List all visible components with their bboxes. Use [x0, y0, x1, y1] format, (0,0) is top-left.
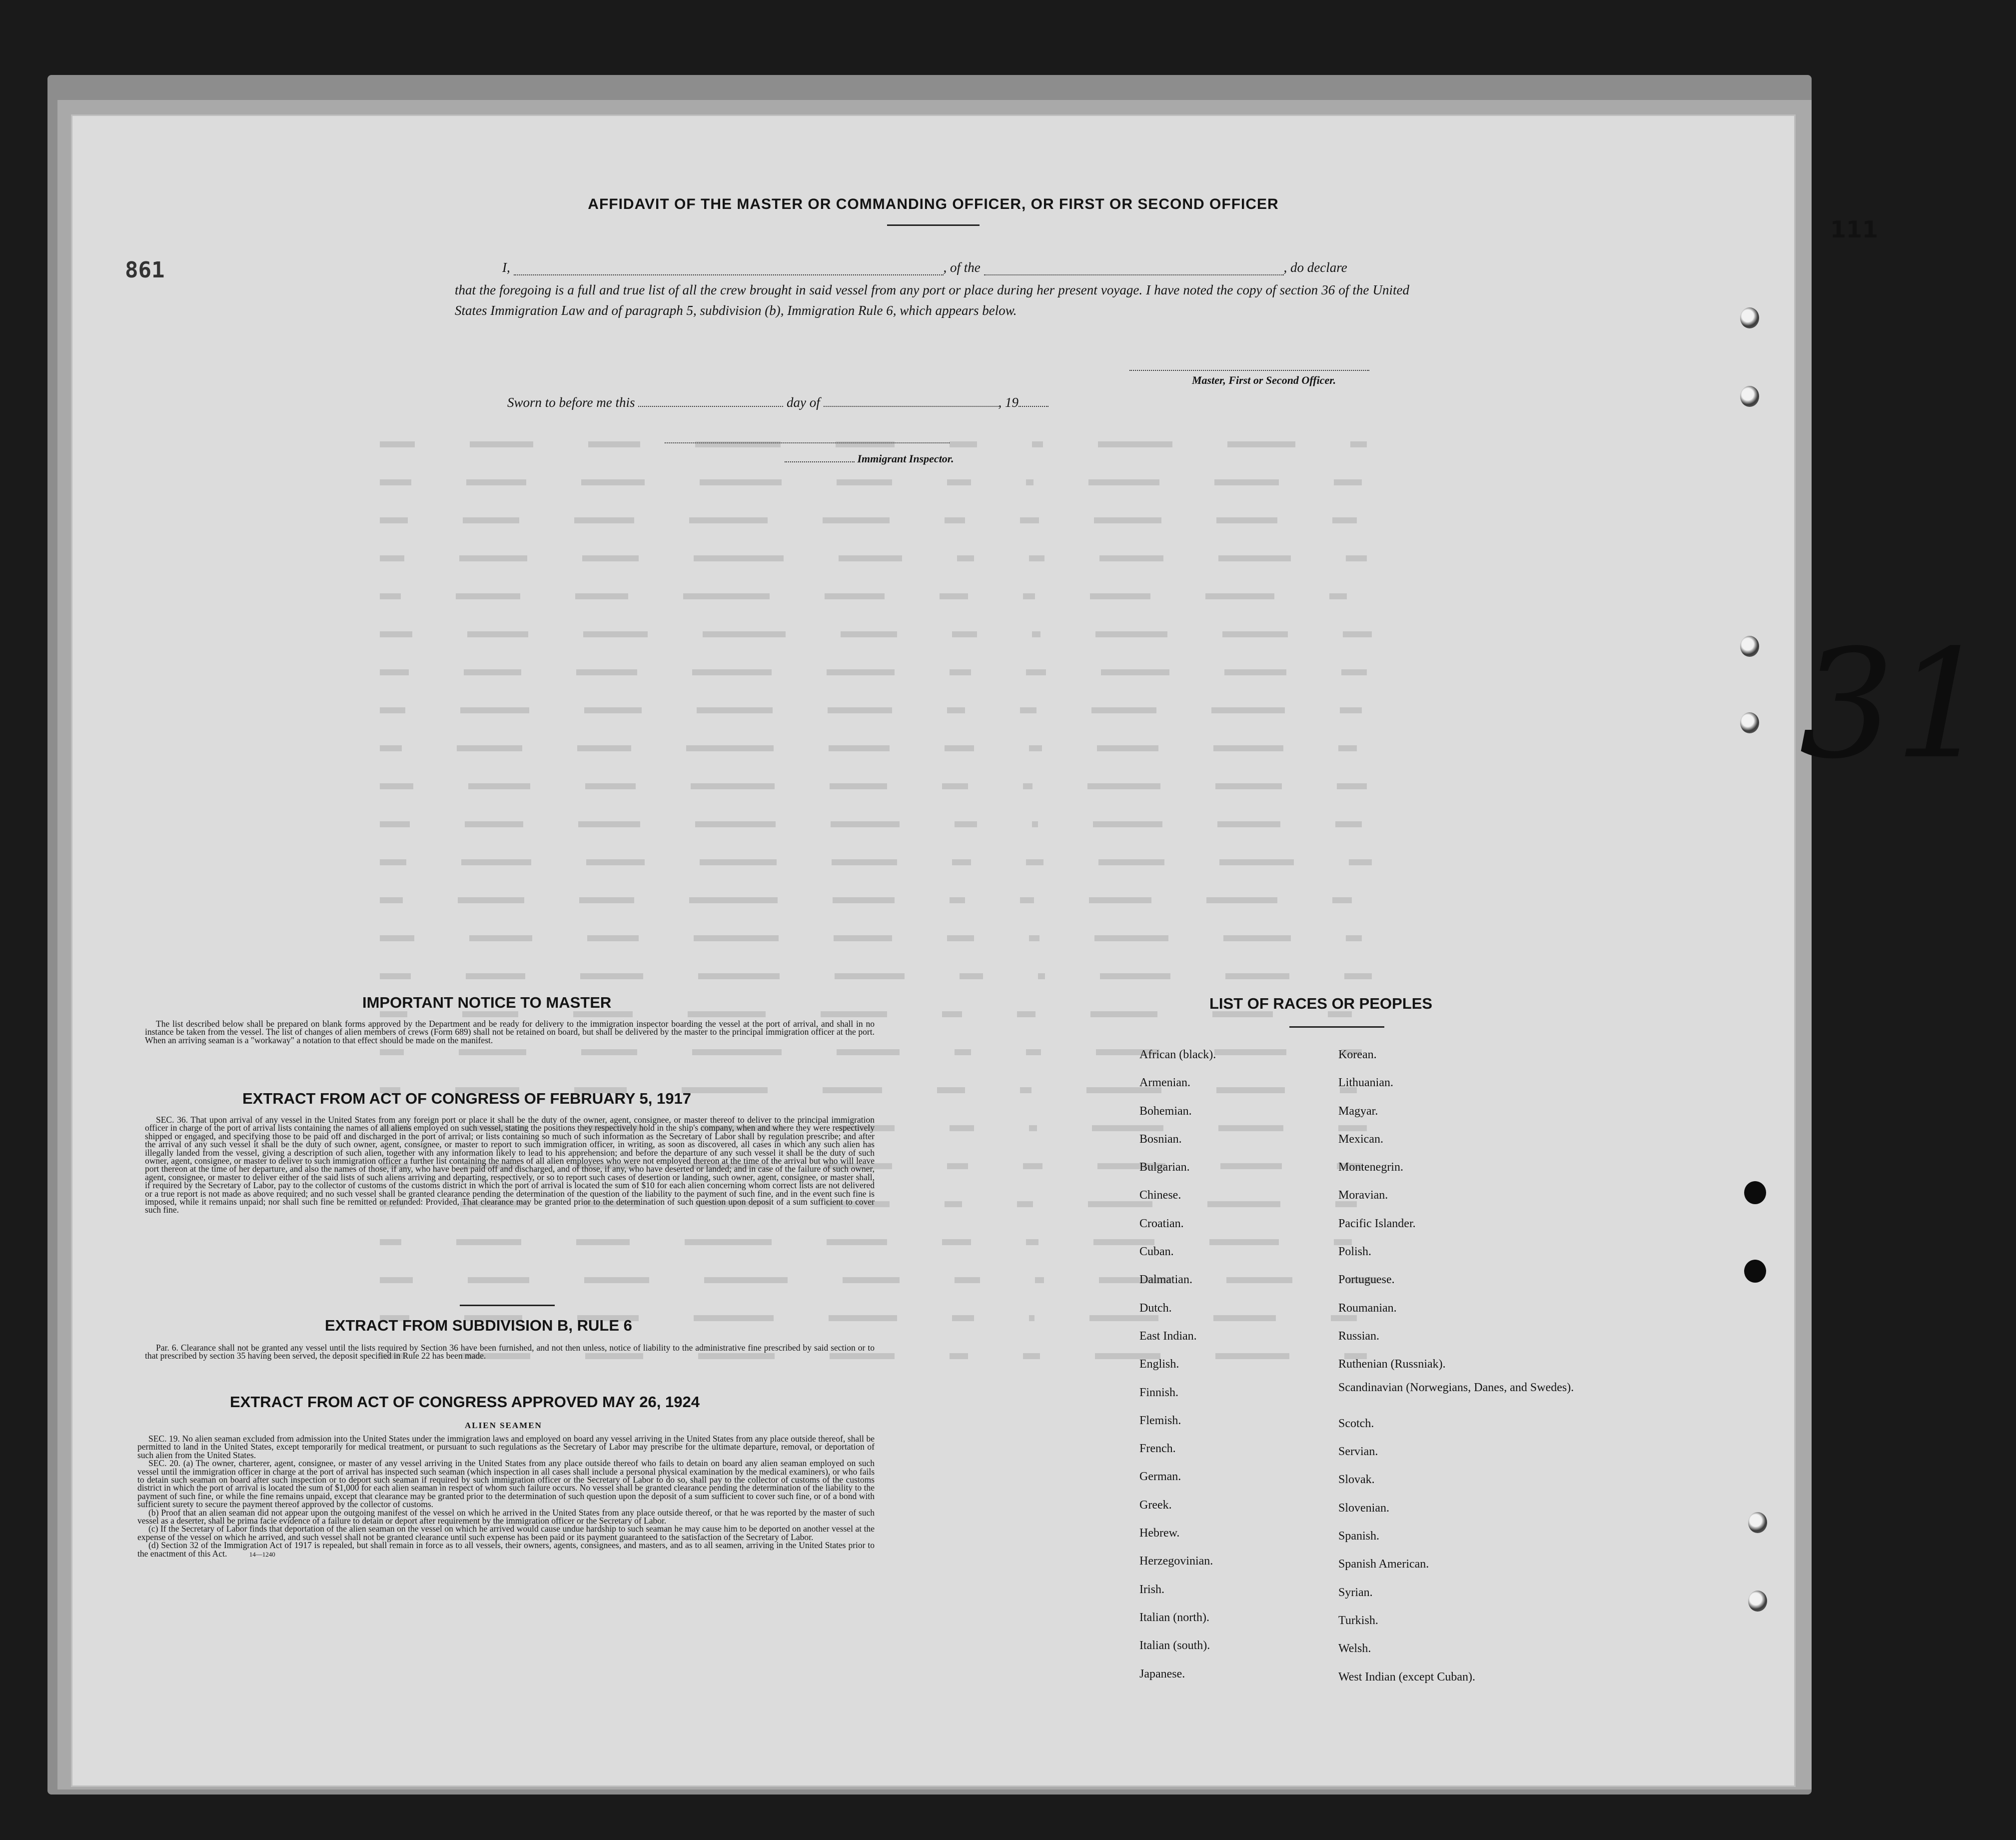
alien-seamen-subtitle: ALIEN SEAMEN [465, 1421, 542, 1430]
ghost-row [380, 820, 1769, 858]
race-item: German. [1139, 1470, 1181, 1484]
race-item: Chinese. [1139, 1189, 1181, 1202]
race-item: Italian (south). [1139, 1639, 1210, 1653]
race-item: Russian. [1338, 1329, 1380, 1343]
name-blank [514, 274, 944, 275]
race-item: Korean. [1338, 1048, 1377, 1061]
race-item: Armenian. [1139, 1076, 1190, 1090]
extract-1924-title: EXTRACT FROM ACT OF CONGRESS APPROVED MAY 26, 1924 [230, 1393, 700, 1411]
races-left-column [1139, 1041, 1216, 1688]
race-item: African (black). [1139, 1048, 1216, 1061]
ghost-row [380, 592, 1769, 630]
section-rule [460, 1305, 555, 1306]
binder-hole [1740, 386, 1759, 407]
race-item: Magyar. [1338, 1104, 1378, 1118]
extract-1917-body: SEC. 36. That upon arrival of any vessel in the United States from any foreign port or place it shall be the duty of the owner, agent, consignee, or master thereof to deliver to the principal immigration officer in charge of the port of arrival lists containing the names of all aliens employed on such vessel, stating the positions they respectively hold in the ship's company, when and where they were respectively shipped or engaged, and specifying those to be paid off and discharged in the port of arrival; or lists containing so much of such information as the Secretary of Labor shall by regulation prescribe; and after the arrival of any such vessel it shall be the duty of such owner, agent, consignee, or master to report to such immigration officer, in writing, as soon as discovered, all cases in which any such alien has illegally landed from the vessel, giving a description of such alien, together with any information likely to lead to his apprehension; and before the departure of any such vessel it shall be the duty of such owner, agent, consignee, or master to deliver to such immigration officer a further list containing the names of all alien employees who were not employed thereon at the time of the arrival but who will leave port thereon at the time of her departure, and also the names of those, if any, who have been paid off and discharged, and of those, if any, who have deserted or landed; and in case of the failure of such owner, agent, consignee, or master to deliver either of the said lists of such aliens arriving and departing, respectively, or so to report such cases of desertion or landing, such owner, agent, consignee, or master shall, if required by the Secretary of Labor, pay to the collector of customs of the customs district in which the port of arrival is located the sum of $10 for each alien concerning whom correct lists are not delivered or a true report is not made as above required; and no such vessel shall be granted clearance pending the determination of the question of the liability to the payment of such fine, and in the event such fine is imposed, while it remains unpaid; nor shall such fine be remitted or refunded: Provided, That clearance may be granted prior to the determination of such question upon deposit of a sum sufficient to cover such fine. [145, 1115, 875, 1215]
race-item: Bosnian. [1139, 1132, 1182, 1146]
race-item: Japanese. [1139, 1667, 1185, 1681]
affidavit-i-label: I, [502, 260, 510, 275]
race-item: Irish. [1139, 1583, 1164, 1596]
race-item: Cuban. [1139, 1245, 1174, 1259]
ghost-row [380, 630, 1769, 668]
binder-hole [1744, 1181, 1766, 1204]
ghost-row [380, 440, 1769, 478]
extract-1917-title: EXTRACT FROM ACT OF CONGRESS OF FEBRUARY 5, 1917 [242, 1090, 691, 1107]
inspector-blank [665, 442, 950, 443]
race-item: Greek. [1139, 1498, 1172, 1512]
inspector-label: Immigrant Inspector. [785, 452, 954, 465]
binder-hole [1740, 712, 1759, 733]
race-item: Bulgarian. [1139, 1161, 1190, 1174]
race-item: Scotch. [1338, 1417, 1374, 1430]
title-rule [887, 224, 980, 226]
affidavit-title: AFFIDAVIT OF THE MASTER OR COMMANDING OFFICER, OR FIRST OR SECOND OFFICER [588, 196, 1279, 212]
race-item: French. [1139, 1442, 1176, 1456]
stamp-number: 861 [125, 257, 165, 283]
race-item: Dalmatian. [1139, 1273, 1192, 1287]
race-item: Turkish. [1338, 1614, 1378, 1627]
race-item: Servian. [1338, 1445, 1378, 1459]
race-item: Pacific Islander. [1338, 1217, 1416, 1230]
race-item: West Indian (except Cuban). [1338, 1670, 1475, 1684]
signature-label: Master, First or Second Officer. [1192, 374, 1336, 386]
races-title: LIST OF RACES OR PEOPLES [1209, 995, 1433, 1012]
declare-label: , do declare [1283, 260, 1347, 275]
ghost-row [380, 858, 1769, 896]
year-blank [1018, 406, 1048, 407]
ghost-row [380, 554, 1769, 592]
binder-hole [1740, 307, 1759, 328]
race-item: Spanish American. [1338, 1558, 1429, 1571]
affidavit-body: that the foregoing is a full and true list of all the crew brought in said vessel from any port or place during her present voyage. I have noted the copy of section 36 of the United States Immigration Law and of paragraph 5, subdivision (b), Immigration Rule 6, which appears below. [455, 282, 1409, 318]
extract-1924-body: SEC. 19. No alien seaman excluded from admission into the United States under the immigration laws and employed on board any vessel arriving in the United States from any place outside thereof, shall be permitted to land in the United States, except temporarily for medical treatment, or pursuant to such regulations as the Secretary of Labor may prescribe for the ultimate departure, removal, or deportation of such alien from the United States. SEC. 20. (a) The owner, charterer, agent, consignee, or master of any vessel arriving in the United States from any place outside thereof who fails to detain on board any alien seaman employed on such vessel until the immigration officer in charge at the port of arrival has inspected such seaman (which inspection in all cases shall include a personal physical examination by the medical examiners), or who fails to detain such seaman on board after such inspection or to deport such seaman if required by such immigration officer or the Secretary of Labor to do so, shall pay to the collector of customs of the customs district in which the port of arrival is located the sum of $1,000 for each alien seaman in respect of whom such failure occurs. No vessel shall be granted clearance pending the determination of the liability to the payment of such fine, or while the fine remains unpaid, except that clearance may be granted prior to the determination of such question upon the deposit of a sum sufficient to cover such fine, or of a bond with sufficient surety to secure the payment thereof approved by the collector of customs. (b) Proof that an alien seaman did not appear upon the outgoing manifest of the vessel on which he arrived in the United States from any place outside thereof, or that he was reported by the master of such vessel as a deserter, shall be prima facie evidence of a failure to detain or deport after requirement by the immigration officer or the Secretary of Labor. (c) If the Secretary of Labor finds that deportation of the alien seaman on the vessel on which he arrived would cause undue hardship to such seaman he may cause him to be deported on another vessel at the expense of the vessel on which he arrived, and such vessel shall not be granted clearance until such expense has been paid or its payment guaranteed to the satisfaction of the Secretary of Labor. (d) Section 32 of the Immigration Act of 1917 is repealed, but shall remain in force as to all vessels, their owners, agents, consignees, and masters, and as to all seamen, arriving in the United States prior to the enactment of this Act. 14—1240 [137, 1434, 875, 1559]
day-of-label: day of [787, 395, 820, 410]
binder-hole [1748, 1512, 1767, 1533]
ghost-row [380, 478, 1769, 516]
race-item: Dutch. [1139, 1301, 1172, 1315]
race-item: Syrian. [1338, 1586, 1373, 1599]
race-item: Polish. [1338, 1245, 1372, 1259]
race-item: Bohemian. [1139, 1104, 1192, 1118]
sworn-label: Sworn to before me this [507, 395, 635, 410]
ghost-row [380, 744, 1769, 782]
race-item: Mexican. [1338, 1132, 1383, 1146]
sworn-day-blank [638, 406, 783, 407]
sworn-line [507, 395, 1048, 410]
race-item: Spanish. [1338, 1530, 1380, 1543]
form-number: 14—1240 [249, 1550, 275, 1558]
ghost-row [380, 934, 1769, 972]
race-item: Slovenian. [1338, 1501, 1389, 1515]
ghost-row [380, 706, 1769, 744]
race-item: Flemish. [1139, 1414, 1181, 1427]
ghost-row [380, 516, 1769, 554]
signature-blank [1129, 370, 1369, 371]
page-number: 111 [1830, 216, 1879, 243]
race-item: Moravian. [1338, 1189, 1388, 1202]
ghost-row [380, 782, 1769, 820]
race-item: Croatian. [1139, 1217, 1184, 1230]
race-item: Welsh. [1338, 1642, 1371, 1656]
race-item: Hebrew. [1139, 1527, 1180, 1540]
race-item: Scandinavian (Norwegians, Danes, and Swedes). [1338, 1381, 1574, 1394]
races-right-column [1338, 1041, 1574, 1691]
race-item: Herzegovinian. [1139, 1555, 1213, 1568]
race-item: Lithuanian. [1338, 1076, 1393, 1090]
of-the-label: , of the [943, 260, 981, 275]
year-label: , 19 [998, 395, 1018, 410]
race-item: Portuguese. [1338, 1273, 1395, 1287]
notice-title: IMPORTANT NOTICE TO MASTER [362, 994, 612, 1011]
race-item: Montenegrin. [1338, 1161, 1403, 1174]
race-item: Finnish. [1139, 1386, 1179, 1399]
vessel-blank [984, 274, 1284, 275]
ghost-row [380, 896, 1769, 934]
affidavit-declaration-line [502, 260, 1407, 275]
race-item: Italian (north). [1139, 1611, 1209, 1624]
extract-rule6-title: EXTRACT FROM SUBDIVISION B, RULE 6 [325, 1317, 632, 1334]
binder-hole [1744, 1260, 1766, 1283]
race-item: East Indian. [1139, 1329, 1197, 1343]
sworn-month-blank [824, 406, 999, 407]
races-rule [1289, 1026, 1384, 1028]
ghost-row [380, 668, 1769, 706]
binder-hole [1748, 1591, 1767, 1612]
handwritten-number: 31 [1799, 617, 1990, 792]
race-item: Roumanian. [1338, 1301, 1397, 1315]
race-item: Slovak. [1338, 1473, 1375, 1487]
race-item: Ruthenian (Russniak). [1338, 1358, 1446, 1371]
notice-body: The list described below shall be prepared on blank forms approved by the Department and be ready for delivery to the immigration inspector boarding the vessel at the port of arrival, and shall in no instance be taken from the vessel. The list of changes of alien members of crews (Form 689) shall not be retained on board, but shall be delivered by the master to the principal immigration officer at the port. When an arriving seaman is a "workaway" a notation to that effect should be made on the manifest. [145, 1019, 875, 1045]
race-item: English. [1139, 1358, 1179, 1371]
binder-hole [1740, 636, 1759, 657]
extract-rule6-body: Par. 6. Clearance shall not be granted any vessel until the lists required by Section 36 have been furnished, and not then unless, notice of liability to the administrative fine prescribed by said section or to that prescribed by section 35 having been served, the deposit specified in Rule 22 has been made. [145, 1343, 875, 1361]
